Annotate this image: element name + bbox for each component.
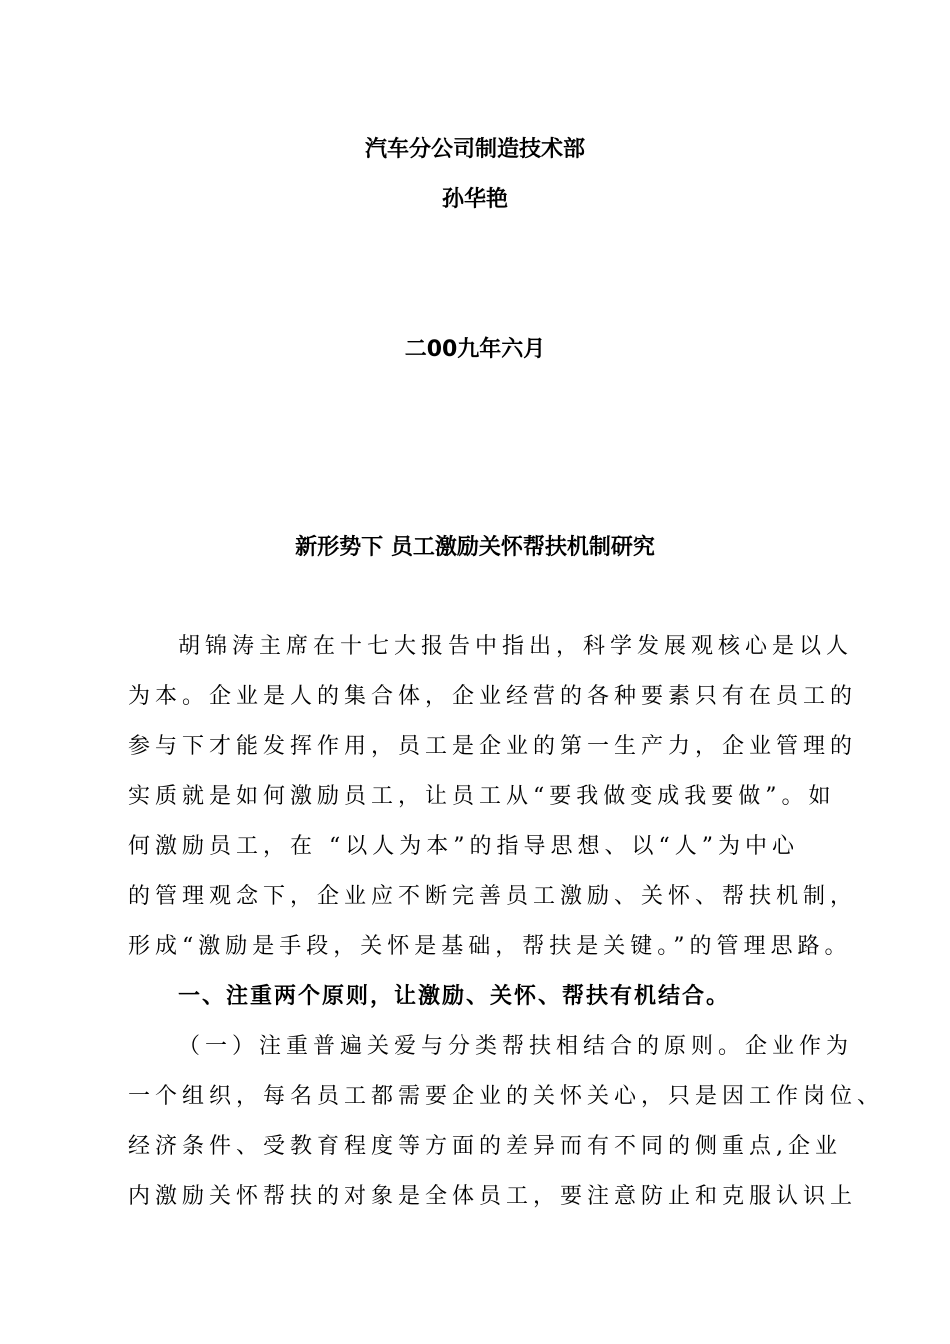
intro-line: 参与下才能发挥作用，员工是企业的第一生产力，企业管理的 <box>128 734 858 759</box>
cover-department: 汽车分公司制造技术部 <box>364 137 585 162</box>
intro-line: 实质就是如何激励员工，让员工从“要我做变成我要做”。如 <box>128 784 836 809</box>
intro-line: 形成“激励是手段，关怀是基础，帮扶是关键。”的管理思路。 <box>128 934 852 959</box>
intro-line: 何激励员工，在 “以人为本”的指导思想、以“人”为中心 <box>128 834 799 859</box>
section1-line: 内激励关怀帮扶的对象是全体员工，要注意防止和克服认识上 <box>128 1184 858 1209</box>
intro-line: 胡锦涛主席在十七大报告中指出，科学发展观核心是以人 <box>178 634 854 659</box>
cover-author: 孙华艳 <box>441 187 508 212</box>
article-title: 新形势下 员工激励关怀帮扶机制研究 <box>295 535 655 560</box>
section1-line: 经济条件、受教育程度等方面的差异而有不同的侧重点,企业 <box>128 1134 842 1159</box>
intro-line: 为本。企业是人的集合体，企业经营的各种要素只有在员工的 <box>128 684 858 709</box>
intro-line: 的管理观念下，企业应不断完善员工激励、关怀、帮扶机制， <box>128 884 858 909</box>
section1-line: 一个组织，每名员工都需要企业的关怀关心，只是因工作岗位、 <box>128 1084 885 1109</box>
section1-line: （一）注重普遍关爱与分类帮扶相结合的原则。企业作为 <box>178 1034 854 1059</box>
section-heading: 一、注重两个原则，让激励、关怀、帮扶有机结合。 <box>178 984 731 1009</box>
cover-date: 二00九年六月 <box>404 337 546 362</box>
